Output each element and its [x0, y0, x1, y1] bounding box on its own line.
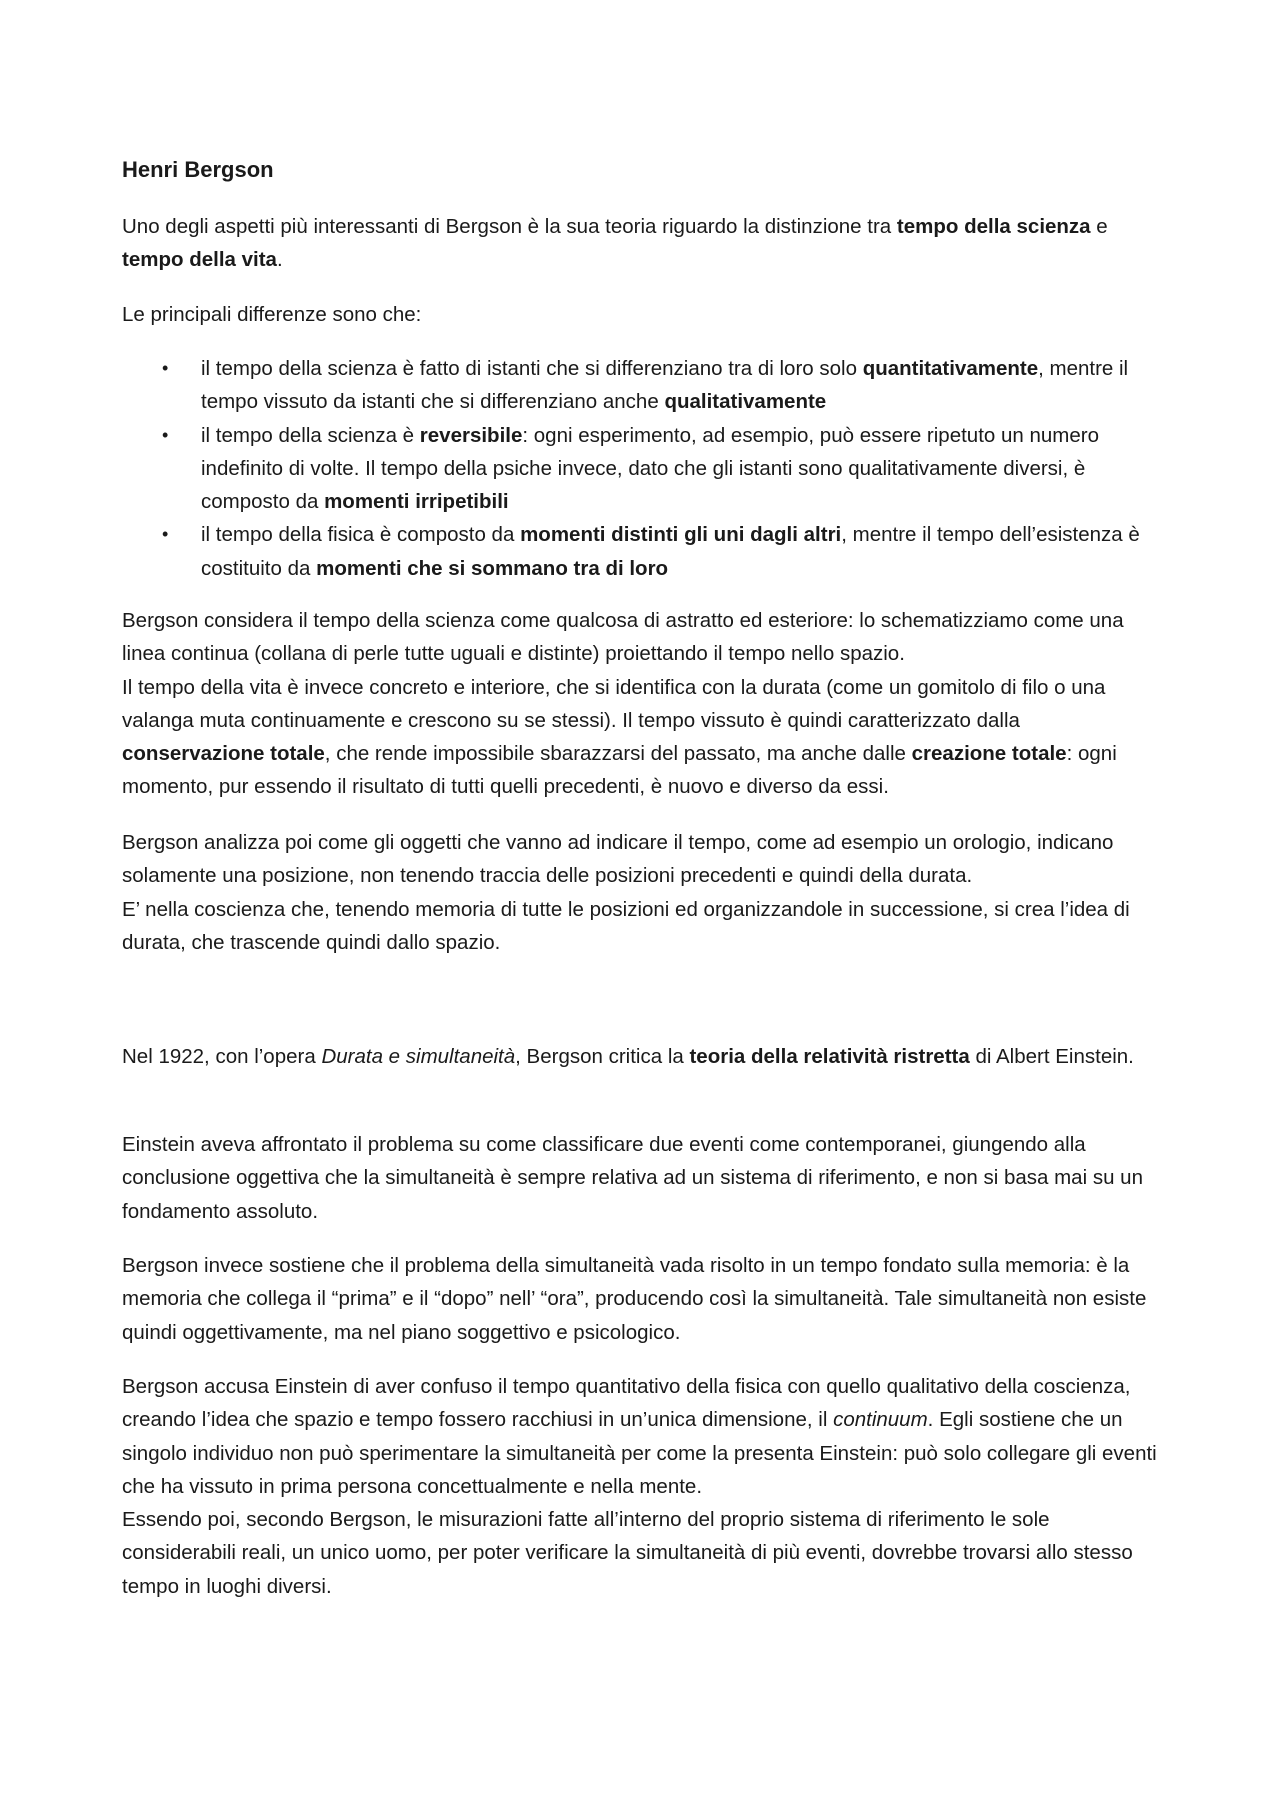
bold-term: tempo della vita — [122, 248, 277, 272]
text-run: Bergson considera il tempo della scienza come qualcosa di astratto ed esteriore: lo schematizziamo come una linea continua (collana di perle tutte uguali e distinte) proiettando il tempo nello spazio. — [122, 609, 1124, 666]
list-item — [122, 518, 1162, 585]
bold-term: qualitativamente — [664, 390, 827, 414]
italic-title: Durata e simultaneità — [321, 1045, 516, 1068]
bold-term: quantitativamente — [862, 357, 1039, 380]
bold-term: tempo della scienza — [896, 215, 1091, 238]
text-run: , Bergson critica la — [515, 1045, 690, 1068]
list-item — [122, 419, 1162, 519]
text-run: : ogni esperimento, ad esempio, può essere ripetuto un numero indefinito di volte. Il tempo della psiche invece, dato che gli istanti sono qualitativamente diversi, è composto da — [201, 423, 1099, 514]
text-run: Uno degli aspetti più interessanti di Bergson è la sua teoria riguardo la distinzione tra — [122, 215, 897, 238]
text-run: . — [276, 248, 283, 272]
bullet-icon: • — [162, 424, 169, 445]
bold-term: teoria della relatività ristretta — [689, 1045, 970, 1068]
memory-paragraph: Bergson invece sostiene che il problema della simultaneità vada risolto in un tempo fondato sulla memoria: è la memoria che collega il “prima” e il “dopo” nell’ “ora”, producendo così la simultaneità. Tale simultaneità non esiste quindi oggettivamente, ma nel piano soggettivo e psicologico. — [122, 1254, 1147, 1344]
text-run: E’ nella coscienza che, tenendo memoria di tutte le posizioni ed organizzandole in successione, si crea l’idea di durata, che trascende quindi dallo spazio. — [122, 897, 1130, 954]
bold-term: conservazione totale — [122, 742, 325, 766]
text-run: di Albert Einstein. — [969, 1045, 1134, 1068]
relativity-paragraph — [122, 1040, 1162, 1073]
text-run: : ogni momento, pur essendo il risultato di tutti quelli precedenti, è nuovo e diverso da essi. — [122, 742, 1117, 799]
intro-paragraph — [122, 210, 1162, 277]
text-run: Nel 1922, con l’opera — [122, 1045, 322, 1068]
text-run: il tempo della fisica è composto da — [201, 523, 521, 547]
bold-term: momenti irripetibili — [324, 490, 509, 514]
accusation-paragraph — [122, 1370, 1162, 1603]
differences-list — [122, 352, 1162, 585]
text-run: Bergson accusa Einstein di aver confuso il tempo quantitativo della fisica con quello qualitativo della coscienza, creando l’idea che spazio e tempo fossero racchiusi in un’unica dimensione, il — [122, 1375, 1131, 1432]
text-run: il tempo della scienza è — [201, 423, 420, 447]
lead-paragraph: Le principali differenze sono che: — [122, 303, 422, 326]
bullet-icon: • — [162, 524, 169, 545]
text-run: il tempo della scienza è fatto di istanti che si differenziano tra di loro solo — [201, 357, 863, 380]
text-run: Bergson analizza poi come gli oggetti che vanno ad indicare il tempo, come ad esempio un orologio, indicano solamente una posizione, non tenendo traccia delle posizioni precedenti e quindi della durata. — [122, 831, 1114, 888]
science-time-paragraph — [122, 604, 1162, 804]
text-run: Il tempo della vita è invece concreto e interiore, che si identifica con la durata (come un gomitolo di filo o una valanga muta continuamente e crescono su se stessi). Il tempo vissuto è quindi caratterizzato dalla — [122, 675, 1106, 732]
text-run: , che rende impossibile sbarazzarsi del passato, ma anche dalle — [324, 742, 912, 766]
bold-term: momenti che si sommano tra di loro — [316, 556, 669, 580]
page-title: Henri Bergson — [122, 157, 274, 182]
bold-term: momenti distinti gli uni dagli altri — [520, 523, 842, 547]
clock-paragraph — [122, 826, 1162, 959]
text-run: e — [1090, 215, 1108, 238]
einstein-paragraph: Einstein aveva affrontato il problema su come classificare due eventi come contemporanei, giungendo alla conclusione oggettiva che la simultaneità è sempre relativa ad un sistema di riferimento, e non si basa mai su un fondamento assoluto. — [122, 1133, 1143, 1223]
text-run: Essendo poi, secondo Bergson, le misurazioni fatte all’interno del proprio sistema di riferimento le sole considerabili reali, un unico uomo, per poter verificare la simultaneità di più eventi, dovrebbe trovarsi allo stesso tempo in luoghi diversi. — [122, 1508, 1133, 1598]
italic-term: continuum — [833, 1408, 928, 1432]
bold-term: reversibile — [419, 423, 523, 447]
bullet-icon: • — [162, 358, 169, 378]
text-run: , mentre il tempo vissuto da istanti che si differenziano anche — [201, 357, 1129, 414]
text-run: , mentre il tempo dell’esistenza è costituito da — [201, 523, 1140, 580]
bold-term: creazione totale — [911, 742, 1067, 766]
list-item — [122, 352, 1162, 419]
text-run: . Egli sostiene che un singolo individuo non può sperimentare la simultaneità per come la presenta Einstein: può solo collegare gli eventi che ha vissuto in prima persona concettualmente e nella mente. — [122, 1408, 1157, 1498]
